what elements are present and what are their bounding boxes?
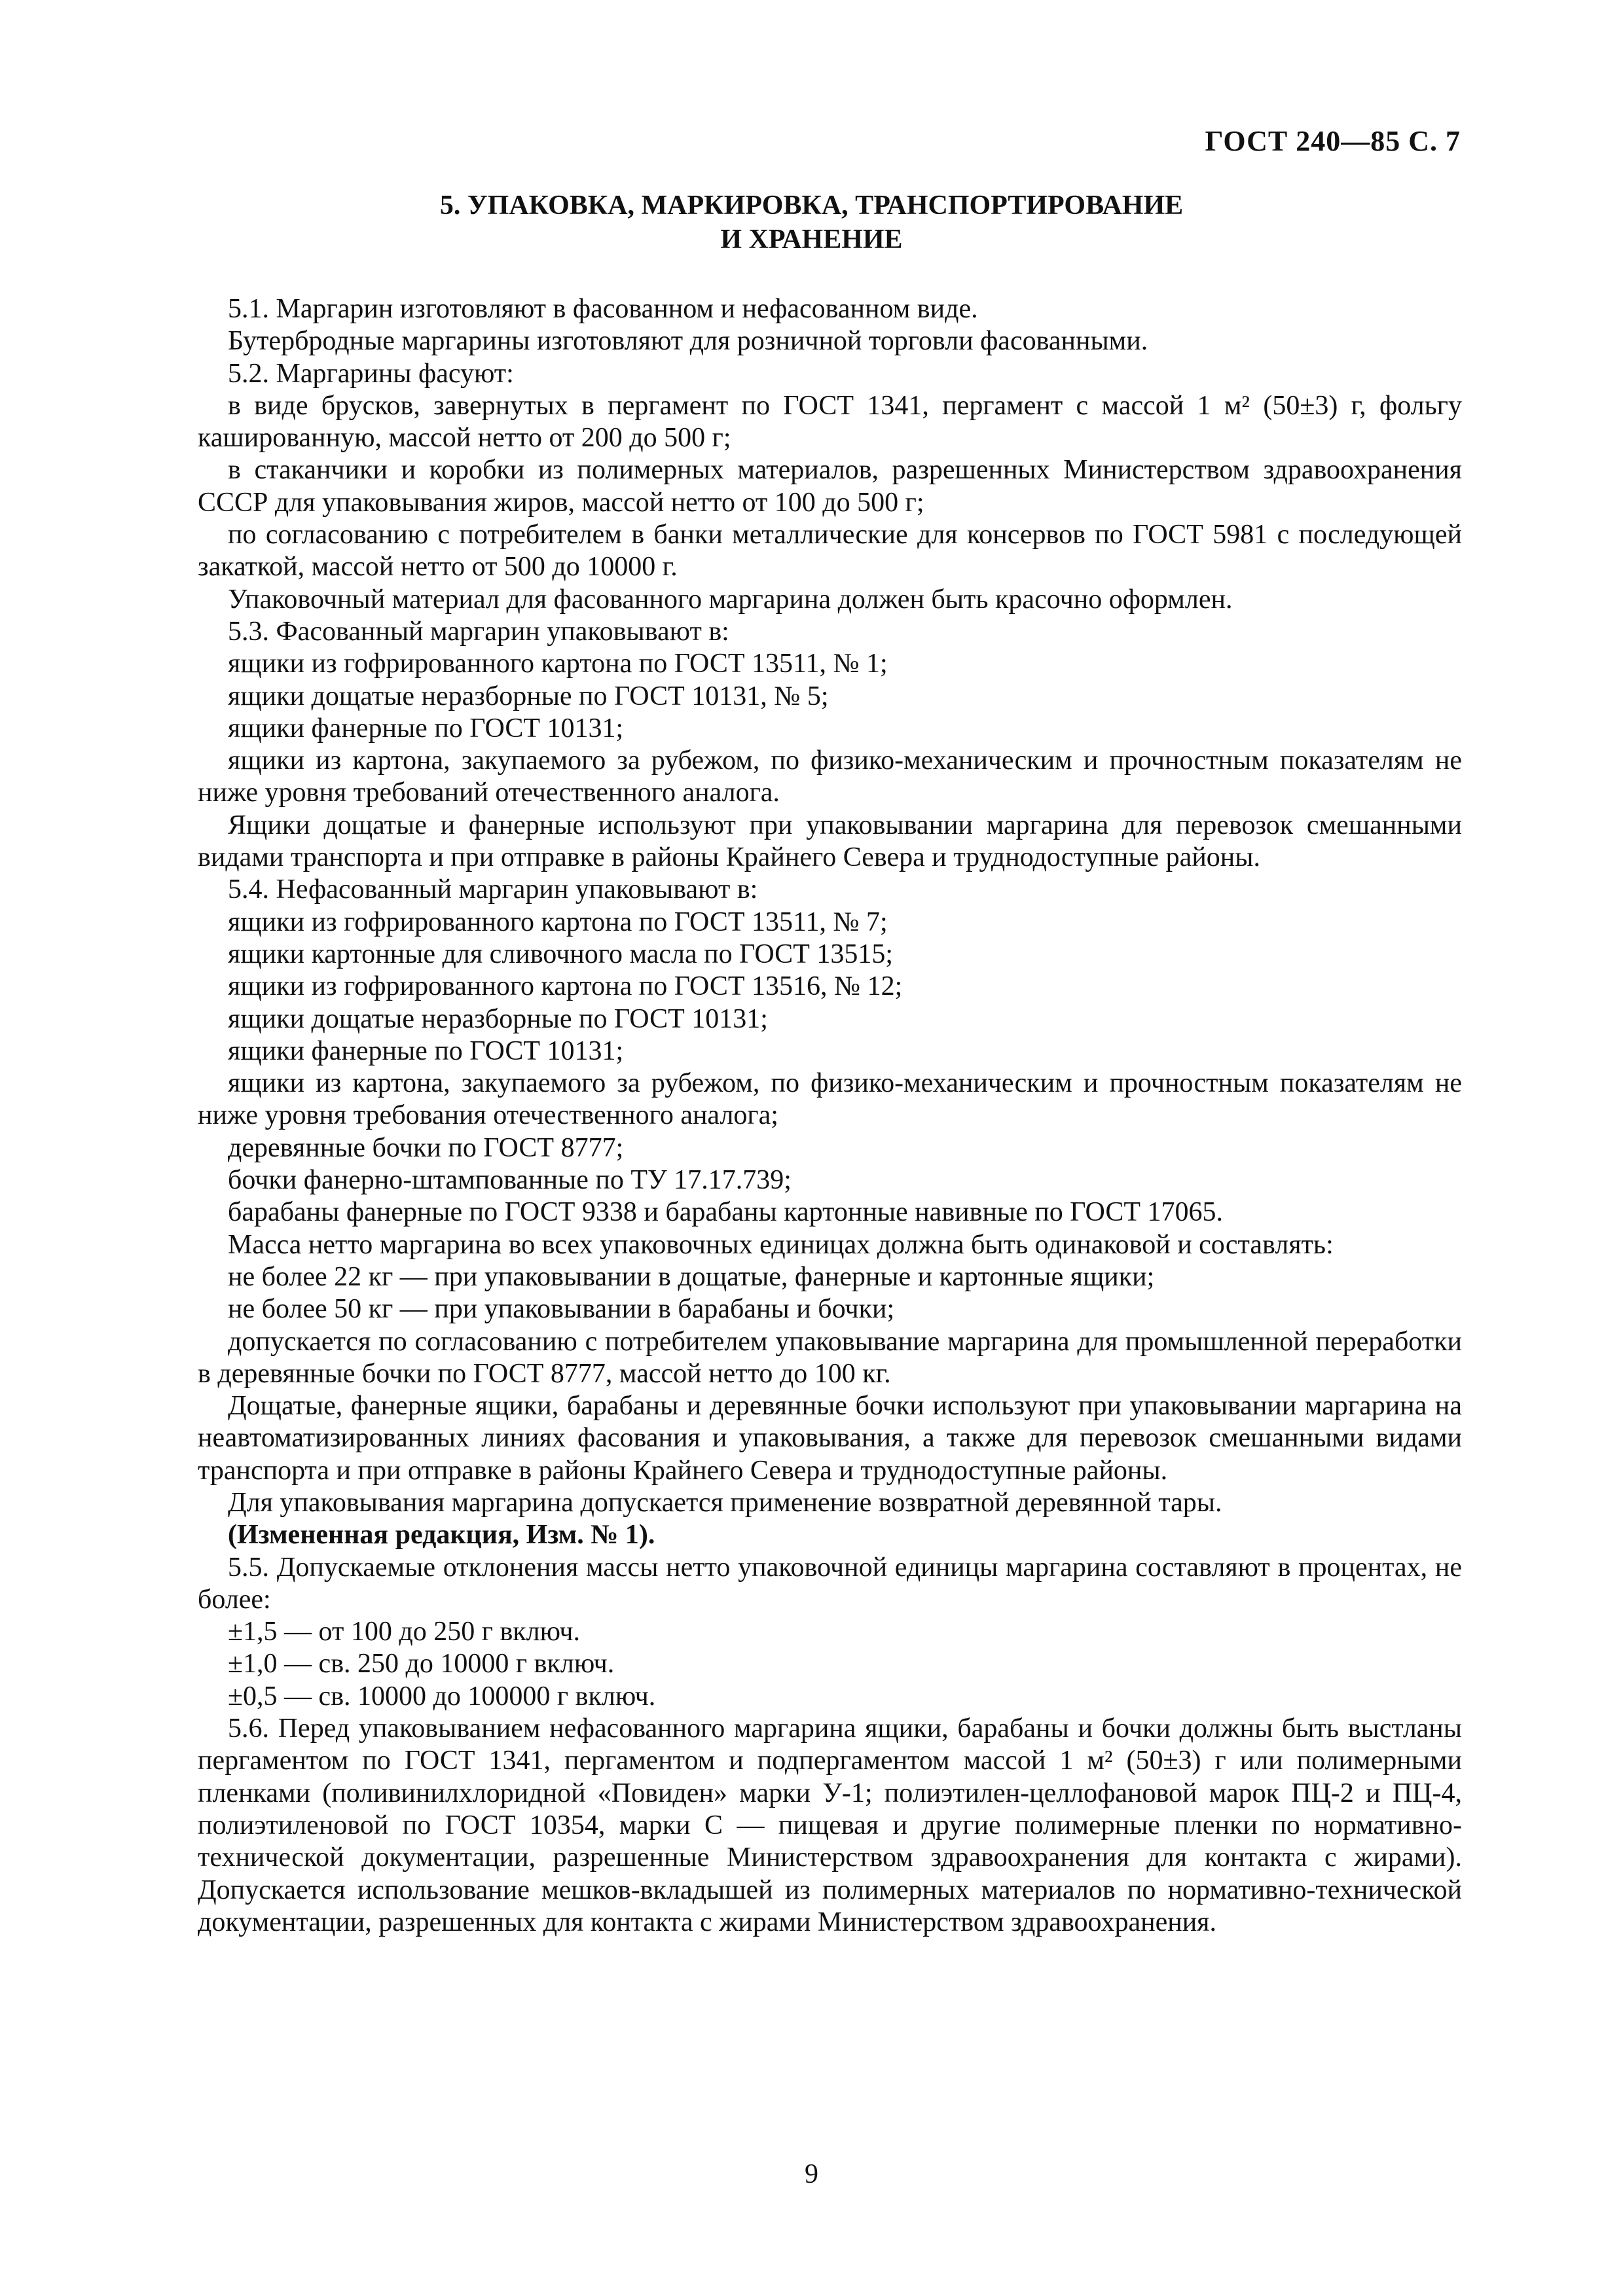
- paragraph: Бутербродные маргарины изготовляют для розничной торговли фасованными.: [228, 326, 1148, 357]
- paragraph: по согласованию с потребителем в банки металлические для консервов по ГОСТ 5981 с последующей закаткой, массой нетто от 500 до 10000 г.: [198, 520, 1462, 583]
- section-title: [0, 188, 1623, 257]
- paragraph: Упаковочный материал для фасованного маргарина должен быть красочно оформлен.: [228, 584, 1233, 615]
- paragraph: в стаканчики и коробки из полимерных материалов, разрешенных Министерством здравоохранения СССР для упаковывания жиров, массой нетто от 100 до 500 г;: [198, 455, 1462, 518]
- paragraph: не более 22 кг — при упаковывании в дощатые, фанерные и картонные ящики;: [228, 1261, 1155, 1292]
- paragraph: 5.2. Маргарины фасуют:: [228, 358, 514, 389]
- paragraph: 5.1. Маргарин изготовляют в фасованном и нефасованном виде.: [228, 294, 978, 324]
- paragraph: бочки фанерно-штампованные по ТУ 17.17.739;: [228, 1165, 792, 1196]
- paragraph: Дощатые, фанерные ящики, барабаны и деревянные бочки используют при упаковывании маргарина на неавтоматизированных линиях фасования и упаковывания, а также для перевозок смешанными видами транспорта и при отправке в районы Крайнего Севера и труднодоступные районы.: [198, 1391, 1462, 1486]
- paragraph: ящики дощатые неразборные по ГОСТ 10131;: [228, 1003, 768, 1034]
- paragraph: 5.4. Нефасованный маргарин упаковывают в:: [228, 874, 758, 905]
- section-title-line-2: И ХРАНЕНИЕ: [720, 224, 903, 255]
- paragraph: ящики из гофрированного картона по ГОСТ 13511, № 7;: [228, 906, 888, 937]
- paragraph: Для упаковывания маргарина допускается применение возвратной деревянной тары.: [228, 1487, 1222, 1518]
- paragraph: 5.3. Фасованный маргарин упаковывают в:: [228, 616, 729, 647]
- paragraph: ±1,0 — св. 250 до 10000 г включ.: [228, 1649, 615, 1679]
- paragraph: ящики из гофрированного картона по ГОСТ 13511, № 1;: [228, 649, 888, 679]
- page-number: 9: [805, 2159, 818, 2189]
- amendment-note: (Измененная редакция, Изм. № 1).: [228, 1520, 655, 1551]
- paragraph: ящики из картона, закупаемого за рубежом, по физико-механическим и прочностным показателям не ниже уровня требования отечественного аналога;: [198, 1068, 1462, 1131]
- paragraph: допускается по согласованию с потребителем упаковывание маргарина для промышленной переработки в деревянные бочки по ГОСТ 8777, массой нетто до 100 кг.: [198, 1326, 1462, 1389]
- document-header: ГОСТ 240—85 С. 7: [1205, 125, 1461, 157]
- paragraph: не более 50 кг — при упаковывании в барабаны и бочки;: [228, 1294, 895, 1325]
- section-title-line-1: 5. УПАКОВКА, МАРКИРОВКА, ТРАНСПОРТИРОВАНИЕ: [439, 190, 1184, 221]
- paragraph: ±0,5 — св. 10000 до 100000 г включ.: [228, 1681, 656, 1712]
- paragraph: барабаны фанерные по ГОСТ 9338 и барабаны картонные навивные по ГОСТ 17065.: [228, 1197, 1224, 1228]
- paragraph: ±1,5 — от 100 до 250 г включ.: [228, 1617, 581, 1647]
- paragraph: деревянные бочки по ГОСТ 8777;: [228, 1132, 624, 1163]
- paragraph: ящики картонные для сливочного масла по ГОСТ 13515;: [228, 939, 894, 969]
- paragraph: Ящики дощатые и фанерные используют при упаковывании маргарина для перевозок смешанными видами транспорта и при отправке в районы Крайнего Севера и труднодоступные районы.: [198, 810, 1462, 873]
- paragraph: ящики дощатые неразборные по ГОСТ 10131, № 5;: [228, 681, 829, 711]
- paragraph: ящики из картона, закупаемого за рубежом, по физико-механическим и прочностным показателям не ниже уровня требований отечественного аналога.: [198, 745, 1462, 808]
- paragraph: ящики фанерные по ГОСТ 10131;: [228, 1035, 624, 1066]
- paragraph: Масса нетто маргарина во всех упаковочных единицах должна быть одинаковой и составлять:: [228, 1229, 1334, 1260]
- paragraph: в виде брусков, завернутых в пергамент по ГОСТ 1341, пергамент с массой 1 м² (50±3) г, фольгу кашированную, массой нетто от 200 до 500 г;: [198, 390, 1462, 454]
- paragraph: ящики из гофрированного картона по ГОСТ 13516, № 12;: [228, 971, 903, 1002]
- paragraph: 5.6. Перед упаковыванием нефасованного маргарина ящики, барабаны и бочки должны быть выстланы пергаментом по ГОСТ 1341, пергаментом и подпергаментом массой 1 м² (50±3) г или полимерными пленками (поливинилхлоридной «Повиден» марки У-1; полиэтилен-целлофановой марок ПЦ-2 и ПЦ-4, полиэтиленовой по ГОСТ 10354, марки С — пищевая и другие полимерные пленки по нормативно-технической документации, разрешенные Министерством здравоохранения для контакта с жирами). Допускается использование мешков-вкладышей из полимерных материалов по нормативно-технической документации, разрешенных для контакта с жирами Министерством здравоохранения.: [198, 1713, 1462, 1937]
- paragraph: 5.5. Допускаемые отклонения массы нетто упаковочной единицы маргарина составляют в процентах, не более:: [198, 1552, 1462, 1615]
- document-body: [198, 293, 1462, 1939]
- paragraph: ящики фанерные по ГОСТ 10131;: [228, 713, 624, 744]
